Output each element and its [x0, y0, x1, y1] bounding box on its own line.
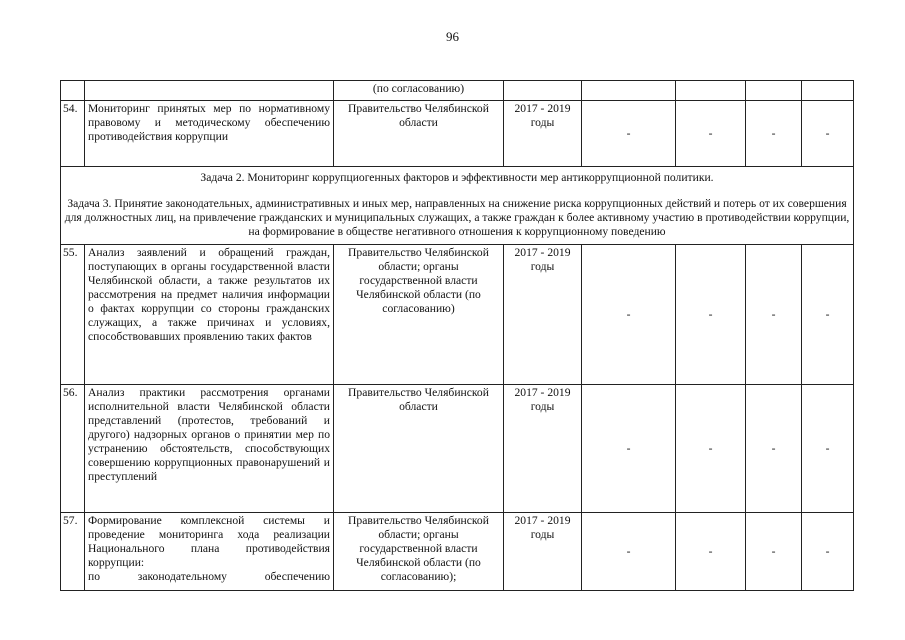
responsible-text: Правительство Челябинской области; органы государственной власти Челябинской области (по согласованию): [334, 245, 504, 385]
task-2-heading: Задача 2. Мониторинг коррупциогенных факторов и эффективности мер антикоррупционной политики.: [200, 171, 714, 184]
value-cell: -: [746, 245, 802, 385]
table-row: [61, 101, 854, 167]
value-cell: -: [802, 513, 854, 591]
value-cell: -: [746, 513, 802, 591]
term-text: 2017 - 2019 годы: [504, 101, 582, 167]
task-3-heading: Задача 3. Принятие законодательных, административных и иных мер, направленных на снижение риска коррупционных действий и потерь от их совершения для должностных лиц, на привлечение гражданских и муниципальных служащих, а также граждан к более активному участию в противодействии коррупции, на формирование в обществе негативного отношения к коррупционному поведению: [64, 197, 850, 238]
value-cell: -: [746, 385, 802, 513]
value-cell: -: [582, 513, 676, 591]
measure-cell: [85, 513, 334, 591]
value-cell: -: [746, 101, 802, 167]
measures-table: [60, 80, 854, 591]
value-cell: -: [676, 101, 746, 167]
value-cell: -: [676, 245, 746, 385]
value-cell: -: [802, 101, 854, 167]
num-cell: [61, 81, 85, 101]
table-row: [61, 81, 854, 101]
term-cell: [504, 81, 582, 101]
table-row: [61, 385, 854, 513]
value-cell: -: [676, 385, 746, 513]
term-text: 2017 - 2019 годы: [504, 245, 582, 385]
task-header-cell: [61, 167, 854, 245]
value-cell: [582, 81, 676, 101]
responsible-text: Правительство Челябинской области: [334, 101, 504, 167]
value-cell: -: [582, 245, 676, 385]
measure-subtext: по законодательному обеспечению: [88, 570, 330, 583]
responsible-text: Правительство Челябинской области: [334, 385, 504, 513]
table-row: [61, 513, 854, 591]
page-number: 96: [446, 29, 459, 44]
measure-text: Анализ заявлений и обращений граждан, поступающих в органы государственной власти Челябинской области, а также результатов их рассмотрения на предмет наличия информации о фактах коррупции со стороны гражданских служащих, а также причинах и условиях, способствовавших проявлению таких фактов: [85, 245, 334, 385]
value-cell: [746, 81, 802, 101]
row-number: 55.: [61, 245, 85, 385]
term-text: 2017 - 2019 годы: [504, 385, 582, 513]
responsible-cell: (по согласованию): [334, 81, 504, 101]
value-cell: -: [676, 513, 746, 591]
value-cell: [676, 81, 746, 101]
row-number: 54.: [61, 101, 85, 167]
value-cell: -: [582, 101, 676, 167]
value-cell: -: [802, 385, 854, 513]
term-text: 2017 - 2019 годы: [504, 513, 582, 591]
value-cell: [802, 81, 854, 101]
row-number: 56.: [61, 385, 85, 513]
value-cell: -: [582, 385, 676, 513]
task-header-row: [61, 167, 854, 245]
measure-text: Мониторинг принятых мер по нормативному правовому и методическому обеспечению противодействия коррупции: [85, 101, 334, 167]
measure-text: Формирование комплексной системы и проведение мониторинга хода реализации Национального плана противодействия коррупции:: [88, 514, 330, 569]
table-row: [61, 245, 854, 385]
responsible-text: Правительство Челябинской области; органы государственной власти Челябинской области (по согласованию);: [334, 513, 504, 591]
row-number: 57.: [61, 513, 85, 591]
value-cell: -: [802, 245, 854, 385]
measure-text: Анализ практики рассмотрения органами исполнительной власти Челябинской области представлений (протестов, требований и другого) надзорных органов о принятии мер по устранению обстоятельств, способствующих совершению коррупционных правонарушений и преступлений: [85, 385, 334, 513]
measure-cell: [85, 81, 334, 101]
